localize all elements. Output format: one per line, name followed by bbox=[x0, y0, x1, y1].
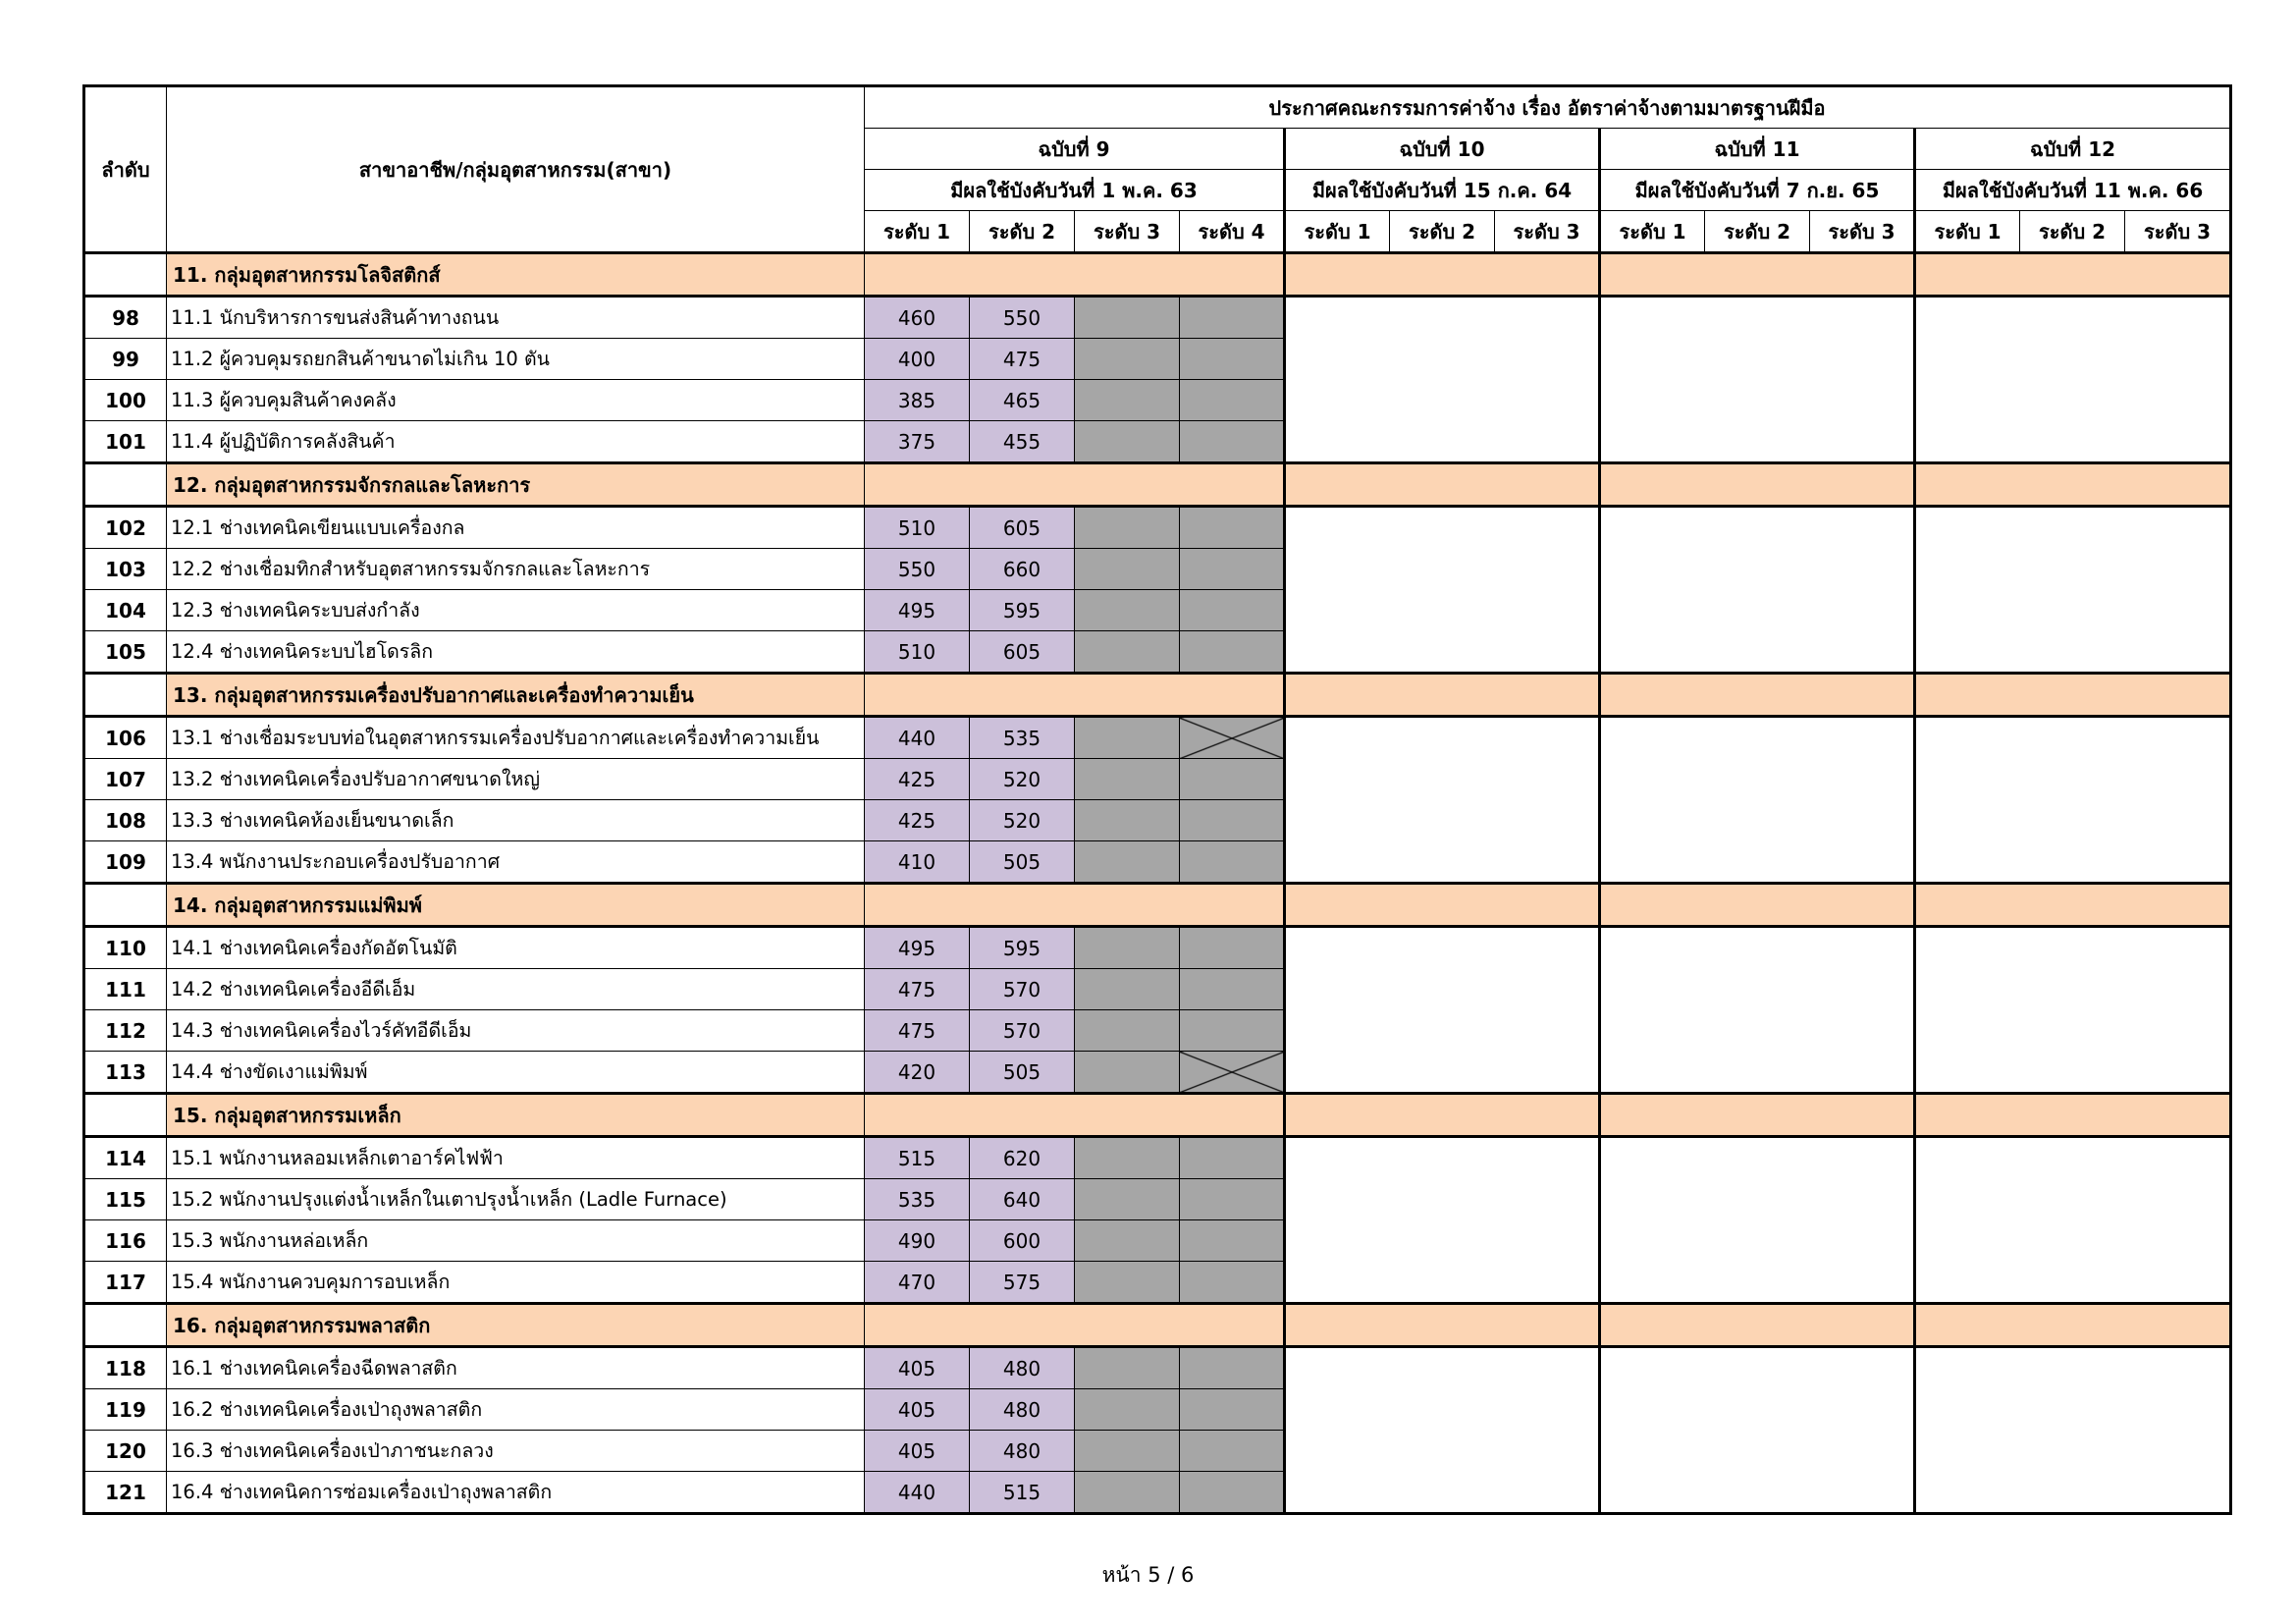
level-4-unavailable bbox=[1180, 380, 1285, 421]
edition-10-blank bbox=[1285, 1347, 1600, 1514]
level-3-unavailable bbox=[1075, 1179, 1180, 1220]
level-1-wage: 460 bbox=[865, 297, 970, 339]
edition-effective-date: มีผลใช้บังคับวันที่ 15 ก.ค. 64 bbox=[1285, 170, 1600, 211]
row-number: 100 bbox=[84, 380, 167, 421]
edition-12-blank bbox=[1915, 1137, 2231, 1304]
edition-10-blank bbox=[1285, 297, 1600, 463]
edition-12-blank bbox=[1915, 717, 2231, 884]
level-2-wage: 465 bbox=[970, 380, 1075, 421]
level-4-unavailable bbox=[1180, 1137, 1285, 1179]
level-1-wage: 495 bbox=[865, 927, 970, 969]
level-header: ระดับ 3 bbox=[1075, 211, 1180, 253]
group-label: 15. กลุ่มอุตสาหกรรมเหล็ก bbox=[167, 1094, 865, 1137]
group-row bbox=[84, 463, 2231, 507]
level-1-wage: 405 bbox=[865, 1347, 970, 1389]
level-2-wage: 595 bbox=[970, 927, 1075, 969]
level-1-wage: 425 bbox=[865, 800, 970, 841]
level-2-wage: 520 bbox=[970, 800, 1075, 841]
occupation-name: 12.2 ช่างเชื่อมทิกสำหรับอุตสาหกรรมจักรกลและโลหะการ bbox=[167, 549, 865, 590]
occupation-name: 16.3 ช่างเทคนิคเครื่องเป่าภาชนะกลวง bbox=[167, 1431, 865, 1472]
level-2-wage: 595 bbox=[970, 590, 1075, 631]
level-1-wage: 550 bbox=[865, 549, 970, 590]
group-label: 13. กลุ่มอุตสาหกรรมเครื่องปรับอากาศและเครื่องทำความเย็น bbox=[167, 674, 865, 717]
level-1-wage: 385 bbox=[865, 380, 970, 421]
occupation-name: 12.3 ช่างเทคนิคระบบส่งกำลัง bbox=[167, 590, 865, 631]
row-number: 115 bbox=[84, 1179, 167, 1220]
edition-11-blank bbox=[1600, 1137, 1915, 1304]
occupation-name: 14.4 ช่างขัดเงาแม่พิมพ์ bbox=[167, 1052, 865, 1094]
level-3-unavailable bbox=[1075, 339, 1180, 380]
level-4-unavailable bbox=[1180, 1472, 1285, 1514]
level-header: ระดับ 2 bbox=[1705, 211, 1810, 253]
table-row bbox=[84, 297, 2231, 339]
occupation-name: 15.3 พนักงานหล่อเหล็ก bbox=[167, 1220, 865, 1262]
level-4-unavailable bbox=[1180, 1262, 1285, 1304]
level-header: ระดับ 2 bbox=[1390, 211, 1495, 253]
level-header: ระดับ 1 bbox=[1600, 211, 1705, 253]
row-number: 103 bbox=[84, 549, 167, 590]
level-header: ระดับ 1 bbox=[865, 211, 970, 253]
group-fill bbox=[865, 463, 1285, 507]
group-fill bbox=[865, 674, 1285, 717]
level-2-wage: 605 bbox=[970, 631, 1075, 674]
group-fill bbox=[865, 253, 1285, 297]
level-1-wage: 475 bbox=[865, 969, 970, 1010]
group-row bbox=[84, 674, 2231, 717]
level-2-wage: 475 bbox=[970, 339, 1075, 380]
edition-11-blank bbox=[1600, 717, 1915, 884]
level-2-wage: 480 bbox=[970, 1389, 1075, 1431]
occupation-name: 11.1 นักบริหารการขนส่งสินค้าทางถนน bbox=[167, 297, 865, 339]
level-1-wage: 495 bbox=[865, 590, 970, 631]
row-number: 111 bbox=[84, 969, 167, 1010]
level-header: ระดับ 3 bbox=[1810, 211, 1915, 253]
occupation-name: 15.1 พนักงานหลอมเหล็กเตาอาร์คไฟฟ้า bbox=[167, 1137, 865, 1179]
level-4-unavailable bbox=[1180, 1179, 1285, 1220]
level-header: ระดับ 1 bbox=[1285, 211, 1390, 253]
row-number: 106 bbox=[84, 717, 167, 759]
level-4-unavailable bbox=[1180, 927, 1285, 969]
row-number: 102 bbox=[84, 507, 167, 549]
group-no-cell bbox=[84, 1304, 167, 1347]
level-3-unavailable bbox=[1075, 421, 1180, 463]
level-1-wage: 440 bbox=[865, 717, 970, 759]
level-4-unavailable bbox=[1180, 1389, 1285, 1431]
row-number: 116 bbox=[84, 1220, 167, 1262]
group-row bbox=[84, 884, 2231, 927]
level-1-wage: 405 bbox=[865, 1389, 970, 1431]
edition-11-blank bbox=[1600, 507, 1915, 674]
group-fill bbox=[865, 1304, 1285, 1347]
group-fill bbox=[1285, 1094, 1600, 1137]
level-4-unavailable bbox=[1180, 1220, 1285, 1262]
level-3-unavailable bbox=[1075, 590, 1180, 631]
table-header bbox=[84, 86, 2231, 253]
level-1-wage: 410 bbox=[865, 841, 970, 884]
edition-10-blank bbox=[1285, 927, 1600, 1094]
level-header: ระดับ 2 bbox=[970, 211, 1075, 253]
level-3-unavailable bbox=[1075, 1262, 1180, 1304]
level-3-unavailable bbox=[1075, 1220, 1180, 1262]
level-2-wage: 535 bbox=[970, 717, 1075, 759]
group-fill bbox=[1285, 253, 1600, 297]
edition-11-blank bbox=[1600, 297, 1915, 463]
row-number: 101 bbox=[84, 421, 167, 463]
level-header: ระดับ 1 bbox=[1915, 211, 2020, 253]
occupation-name: 16.2 ช่างเทคนิคเครื่องเป่าถุงพลาสติก bbox=[167, 1389, 865, 1431]
level-header: ระดับ 3 bbox=[2125, 211, 2231, 253]
row-number: 99 bbox=[84, 339, 167, 380]
level-3-unavailable bbox=[1075, 507, 1180, 549]
level-4-unavailable bbox=[1180, 590, 1285, 631]
level-header: ระดับ 4 bbox=[1180, 211, 1285, 253]
level-4-unavailable bbox=[1180, 1431, 1285, 1472]
level-1-wage: 425 bbox=[865, 759, 970, 800]
edition-10-blank bbox=[1285, 507, 1600, 674]
group-fill bbox=[1915, 463, 2231, 507]
group-label: 16. กลุ่มอุตสาหกรรมพลาสติก bbox=[167, 1304, 865, 1347]
occupation-name: 13.1 ช่างเชื่อมระบบท่อในอุตสาหกรรมเครื่องปรับอากาศและเครื่องทำความเย็น bbox=[167, 717, 865, 759]
group-no-cell bbox=[84, 463, 167, 507]
level-3-unavailable bbox=[1075, 717, 1180, 759]
col-no-header: ลำดับ bbox=[84, 86, 167, 253]
group-fill bbox=[1600, 1094, 1915, 1137]
level-2-wage: 570 bbox=[970, 969, 1075, 1010]
edition-12-blank bbox=[1915, 927, 2231, 1094]
col-branch-header bbox=[167, 86, 865, 253]
group-label: 12. กลุ่มอุตสาหกรรมจักรกลและโลหะการ bbox=[167, 463, 865, 507]
occupation-name: 13.4 พนักงานประกอบเครื่องปรับอากาศ bbox=[167, 841, 865, 884]
edition-title: ฉบับที่ 12 bbox=[1915, 129, 2231, 170]
group-fill bbox=[1915, 674, 2231, 717]
level-3-unavailable bbox=[1075, 759, 1180, 800]
level-header: ระดับ 3 bbox=[1495, 211, 1600, 253]
occupation-name: 15.4 พนักงานควบคุมการอบเหล็ก bbox=[167, 1262, 865, 1304]
group-fill bbox=[1600, 253, 1915, 297]
level-3-unavailable bbox=[1075, 380, 1180, 421]
occupation-name: 14.3 ช่างเทคนิคเครื่องไวร์คัทอีดีเอ็ม bbox=[167, 1010, 865, 1052]
level-2-wage: 505 bbox=[970, 1052, 1075, 1094]
edition-effective-date: มีผลใช้บังคับวันที่ 11 พ.ค. 66 bbox=[1915, 170, 2231, 211]
level-header: ระดับ 2 bbox=[2020, 211, 2125, 253]
group-label: 14. กลุ่มอุตสาหกรรมแม่พิมพ์ bbox=[167, 884, 865, 927]
occupation-name: 14.2 ช่างเทคนิคเครื่องอีดีเอ็ม bbox=[167, 969, 865, 1010]
row-number: 108 bbox=[84, 800, 167, 841]
level-1-wage: 470 bbox=[865, 1262, 970, 1304]
level-4-unavailable bbox=[1180, 297, 1285, 339]
level-2-wage: 605 bbox=[970, 507, 1075, 549]
level-2-wage: 505 bbox=[970, 841, 1075, 884]
table-row bbox=[84, 1137, 2231, 1179]
edition-11-blank bbox=[1600, 1347, 1915, 1514]
level-2-wage: 640 bbox=[970, 1179, 1075, 1220]
group-fill bbox=[1915, 1094, 2231, 1137]
level-3-unavailable bbox=[1075, 969, 1180, 1010]
edition-title: ฉบับที่ 11 bbox=[1600, 129, 1915, 170]
table-row bbox=[84, 507, 2231, 549]
level-1-wage: 510 bbox=[865, 507, 970, 549]
group-label: 11. กลุ่มอุตสาหกรรมโลจิสติกส์ bbox=[167, 253, 865, 297]
row-number: 107 bbox=[84, 759, 167, 800]
level-4-not-applicable bbox=[1180, 717, 1285, 759]
edition-effective-date: มีผลใช้บังคับวันที่ 7 ก.ย. 65 bbox=[1600, 170, 1915, 211]
group-fill bbox=[1285, 1304, 1600, 1347]
level-4-unavailable bbox=[1180, 1010, 1285, 1052]
level-1-wage: 375 bbox=[865, 421, 970, 463]
group-fill bbox=[1915, 884, 2231, 927]
level-1-wage: 490 bbox=[865, 1220, 970, 1262]
edition-effective-date: มีผลใช้บังคับวันที่ 1 พ.ค. 63 bbox=[865, 170, 1285, 211]
group-no-cell bbox=[84, 253, 167, 297]
occupation-name: 16.4 ช่างเทคนิคการซ่อมเครื่องเป่าถุงพลาสติก bbox=[167, 1472, 865, 1514]
level-3-unavailable bbox=[1075, 1347, 1180, 1389]
group-fill bbox=[865, 1094, 1285, 1137]
level-1-wage: 400 bbox=[865, 339, 970, 380]
table-row bbox=[84, 927, 2231, 969]
level-4-not-applicable bbox=[1180, 1052, 1285, 1094]
group-fill bbox=[1600, 1304, 1915, 1347]
level-2-wage: 660 bbox=[970, 549, 1075, 590]
occupation-name: 13.2 ช่างเทคนิคเครื่องปรับอากาศขนาดใหญ่ bbox=[167, 759, 865, 800]
level-2-wage: 480 bbox=[970, 1431, 1075, 1472]
row-number: 120 bbox=[84, 1431, 167, 1472]
occupation-name: 16.1 ช่างเทคนิคเครื่องฉีดพลาสติก bbox=[167, 1347, 865, 1389]
group-fill bbox=[1600, 674, 1915, 717]
edition-title: ฉบับที่ 10 bbox=[1285, 129, 1600, 170]
level-2-wage: 455 bbox=[970, 421, 1075, 463]
level-3-unavailable bbox=[1075, 1010, 1180, 1052]
group-fill bbox=[1915, 253, 2231, 297]
edition-title: ฉบับที่ 9 bbox=[865, 129, 1285, 170]
edition-10-blank bbox=[1285, 1137, 1600, 1304]
group-fill bbox=[865, 884, 1285, 927]
row-number: 118 bbox=[84, 1347, 167, 1389]
edition-10-blank bbox=[1285, 717, 1600, 884]
level-4-unavailable bbox=[1180, 969, 1285, 1010]
level-2-wage: 620 bbox=[970, 1137, 1075, 1179]
row-number: 105 bbox=[84, 631, 167, 674]
group-row bbox=[84, 1304, 2231, 1347]
level-2-wage: 550 bbox=[970, 297, 1075, 339]
group-fill bbox=[1600, 463, 1915, 507]
occupation-name: 13.3 ช่างเทคนิคห้องเย็นขนาดเล็ก bbox=[167, 800, 865, 841]
level-3-unavailable bbox=[1075, 1052, 1180, 1094]
edition-11-blank bbox=[1600, 927, 1915, 1094]
table-body bbox=[84, 253, 2231, 1514]
level-4-unavailable bbox=[1180, 631, 1285, 674]
group-fill bbox=[1285, 674, 1600, 717]
group-no-cell bbox=[84, 1094, 167, 1137]
level-1-wage: 515 bbox=[865, 1137, 970, 1179]
level-3-unavailable bbox=[1075, 1389, 1180, 1431]
group-row bbox=[84, 1094, 2231, 1137]
group-row bbox=[84, 253, 2231, 297]
row-number: 98 bbox=[84, 297, 167, 339]
level-4-unavailable bbox=[1180, 421, 1285, 463]
table-row bbox=[84, 717, 2231, 759]
row-number: 119 bbox=[84, 1389, 167, 1431]
edition-12-blank bbox=[1915, 1347, 2231, 1514]
level-1-wage: 510 bbox=[865, 631, 970, 674]
level-4-unavailable bbox=[1180, 800, 1285, 841]
row-number: 104 bbox=[84, 590, 167, 631]
group-fill bbox=[1285, 463, 1600, 507]
level-3-unavailable bbox=[1075, 1472, 1180, 1514]
level-2-wage: 480 bbox=[970, 1347, 1075, 1389]
level-3-unavailable bbox=[1075, 631, 1180, 674]
row-number: 109 bbox=[84, 841, 167, 884]
row-number: 113 bbox=[84, 1052, 167, 1094]
row-number: 112 bbox=[84, 1010, 167, 1052]
level-1-wage: 405 bbox=[865, 1431, 970, 1472]
group-no-cell bbox=[84, 884, 167, 927]
level-4-unavailable bbox=[1180, 1347, 1285, 1389]
level-3-unavailable bbox=[1075, 1137, 1180, 1179]
occupation-name: 11.4 ผู้ปฏิบัติการคลังสินค้า bbox=[167, 421, 865, 463]
occupation-name: 12.1 ช่างเทคนิคเขียนแบบเครื่องกล bbox=[167, 507, 865, 549]
wage-rate-table bbox=[82, 84, 2232, 1515]
level-1-wage: 440 bbox=[865, 1472, 970, 1514]
level-2-wage: 520 bbox=[970, 759, 1075, 800]
level-1-wage: 535 bbox=[865, 1179, 970, 1220]
occupation-name: 15.2 พนักงานปรุงแต่งน้ำเหล็กในเตาปรุงน้ำเหล็ก (Ladle Furnace) bbox=[167, 1179, 865, 1220]
col-branch-label: สาขาอาชีพ/กลุ่มอุตสาหกรรม(สาขา) bbox=[358, 157, 672, 182]
level-4-unavailable bbox=[1180, 507, 1285, 549]
group-fill bbox=[1915, 1304, 2231, 1347]
level-2-wage: 600 bbox=[970, 1220, 1075, 1262]
announcement-title: ประกาศคณะกรรมการค่าจ้าง เรื่อง อัตราค่าจ้างตามมาตรฐานฝีมือ bbox=[865, 86, 2231, 129]
edition-12-blank bbox=[1915, 507, 2231, 674]
level-2-wage: 570 bbox=[970, 1010, 1075, 1052]
level-4-unavailable bbox=[1180, 339, 1285, 380]
level-3-unavailable bbox=[1075, 549, 1180, 590]
level-3-unavailable bbox=[1075, 927, 1180, 969]
level-3-unavailable bbox=[1075, 297, 1180, 339]
level-4-unavailable bbox=[1180, 759, 1285, 800]
row-number: 110 bbox=[84, 927, 167, 969]
row-number: 114 bbox=[84, 1137, 167, 1179]
level-3-unavailable bbox=[1075, 841, 1180, 884]
occupation-name: 11.3 ผู้ควบคุมสินค้าคงคลัง bbox=[167, 380, 865, 421]
level-2-wage: 515 bbox=[970, 1472, 1075, 1514]
level-4-unavailable bbox=[1180, 841, 1285, 884]
group-no-cell bbox=[84, 674, 167, 717]
level-3-unavailable bbox=[1075, 800, 1180, 841]
level-2-wage: 575 bbox=[970, 1262, 1075, 1304]
occupation-name: 11.2 ผู้ควบคุมรถยกสินค้าขนาดไม่เกิน 10 ตัน bbox=[167, 339, 865, 380]
page-number: หน้า 5 / 6 bbox=[1101, 1563, 1195, 1587]
table-row bbox=[84, 1347, 2231, 1389]
row-number: 117 bbox=[84, 1262, 167, 1304]
level-1-wage: 475 bbox=[865, 1010, 970, 1052]
occupation-name: 12.4 ช่างเทคนิคระบบไฮโดรลิก bbox=[167, 631, 865, 674]
row-number: 121 bbox=[84, 1472, 167, 1514]
level-1-wage: 420 bbox=[865, 1052, 970, 1094]
occupation-name: 14.1 ช่างเทคนิคเครื่องกัดอัตโนมัติ bbox=[167, 927, 865, 969]
group-fill bbox=[1600, 884, 1915, 927]
edition-12-blank bbox=[1915, 297, 2231, 463]
group-fill bbox=[1285, 884, 1600, 927]
level-3-unavailable bbox=[1075, 1431, 1180, 1472]
level-4-unavailable bbox=[1180, 549, 1285, 590]
